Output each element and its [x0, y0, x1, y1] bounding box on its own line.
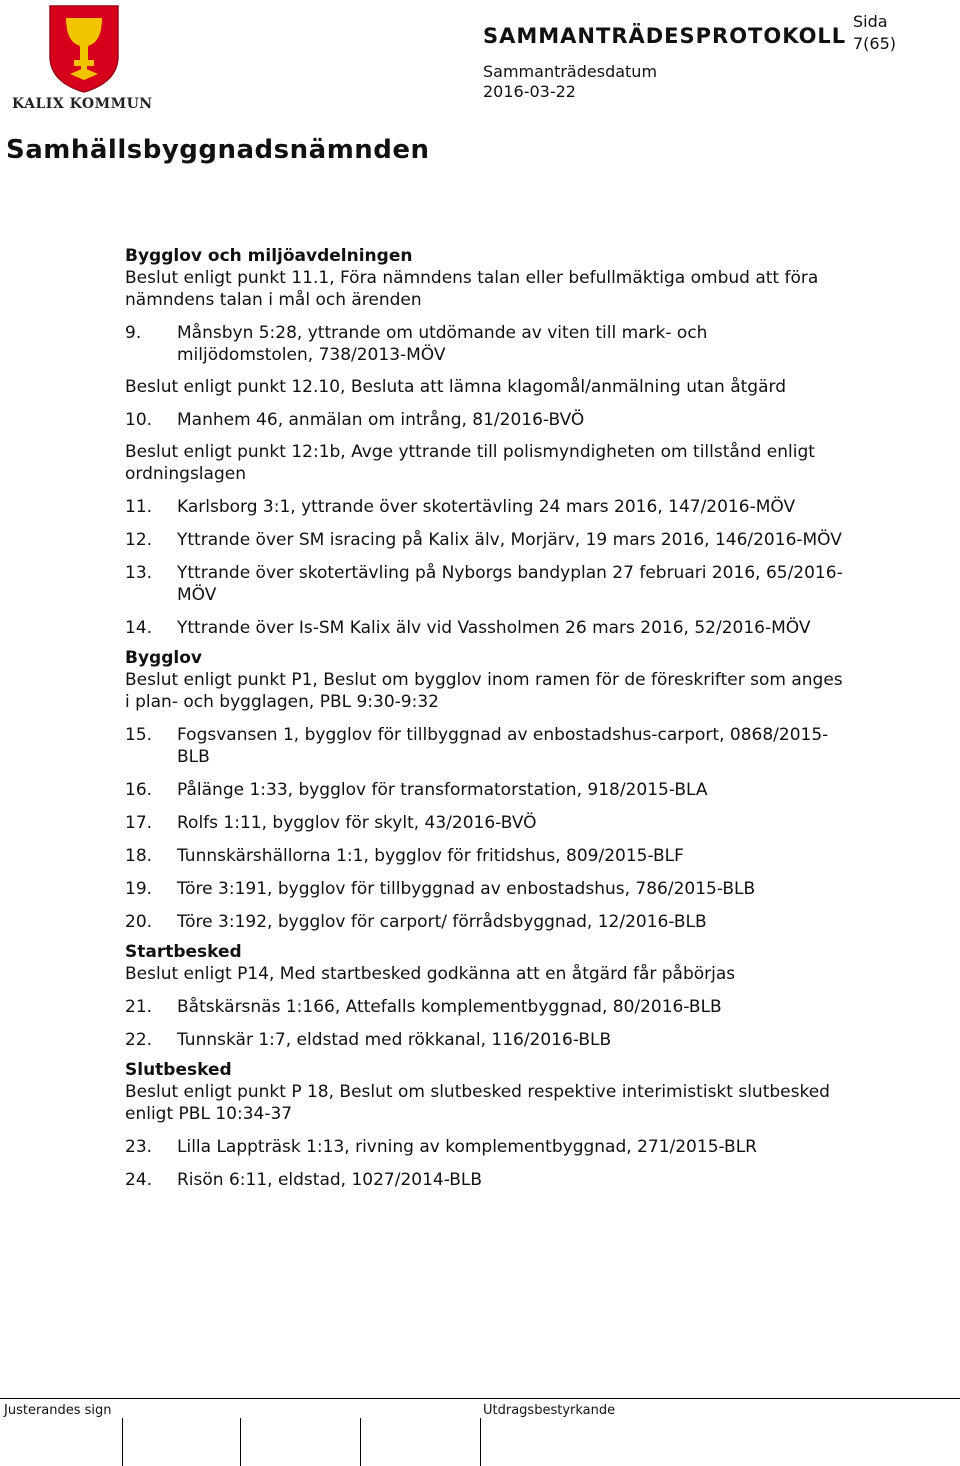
item-number: 12.: [125, 530, 153, 550]
document-body: [125, 245, 845, 1191]
list-item: [125, 911, 845, 933]
item-text: Manhem 46, anmälan om intrång, 81/2016-BVÖ: [177, 410, 585, 430]
signature-label: Justerandes sign: [4, 1403, 112, 1418]
item-text: Töre 3:191, bygglov för tillbyggnad av enbostadshus, 786/2015-BLB: [177, 879, 756, 899]
kalix-kommun-logo: [8, 4, 160, 112]
section-heading: Startbesked: [125, 942, 242, 962]
list-item: [125, 1136, 845, 1158]
section-heading: Bygglov: [125, 648, 202, 668]
list-item: [125, 529, 845, 551]
item-text: Risön 6:11, eldstad, 1027/2014-BLB: [177, 1170, 483, 1190]
item-number: 16.: [125, 780, 153, 800]
list-item: [125, 496, 845, 518]
list-item: [125, 878, 845, 900]
decision-paragraph: Beslut enligt P14, Med startbesked godkänna att en åtgärd får påbörjas: [125, 964, 736, 984]
item-text: Månsbyn 5:28, yttrande om utdömande av viten till mark- och miljödomstolen, 738/2013-MÖV: [177, 323, 708, 365]
item-number: 21.: [125, 997, 153, 1017]
item-text: Båtskärsnäs 1:166, Attefalls komplementbyggnad, 80/2016-BLB: [177, 997, 722, 1017]
list-item: [125, 617, 845, 639]
list-item: [125, 845, 845, 867]
item-text: Karlsborg 3:1, yttrande över skotertävling 24 mars 2016, 147/2016-MÖV: [177, 497, 796, 517]
item-number: 11.: [125, 497, 153, 517]
page-number: 7(65): [853, 34, 897, 53]
section-heading: Bygglov och miljöavdelningen: [125, 246, 413, 266]
list-item: [125, 562, 845, 606]
list-item: [125, 779, 845, 801]
item-number: 19.: [125, 879, 153, 899]
page-label: Sida: [853, 12, 888, 31]
item-number: 13.: [125, 563, 153, 583]
list-item: [125, 1029, 845, 1051]
list-item: [125, 812, 845, 834]
item-number: 18.: [125, 846, 153, 866]
list-item: [125, 1169, 845, 1191]
meeting-date-label: Sammanträdesdatum: [483, 62, 658, 81]
item-text: Tunnskär 1:7, eldstad med rökkanal, 116/2016-BLB: [177, 1030, 612, 1050]
signature-box-divider: [480, 1418, 481, 1466]
item-number: 24.: [125, 1170, 153, 1190]
item-number: 22.: [125, 1030, 153, 1050]
item-text: Tunnskärshällorna 1:1, bygglov för fritidshus, 809/2015-BLF: [177, 846, 684, 866]
item-text: Lilla Lappträsk 1:13, rivning av komplementbyggnad, 271/2015-BLR: [177, 1137, 757, 1157]
decision-paragraph: Beslut enligt punkt 12:1b, Avge yttrande till polismyndigheten om tillstånd enligt ordningslagen: [125, 442, 815, 484]
item-number: 9.: [125, 323, 142, 343]
item-number: 14.: [125, 618, 153, 638]
section-heading: Slutbesked: [125, 1060, 232, 1080]
item-text: Rolfs 1:11, bygglov för skylt, 43/2016-BVÖ: [177, 813, 537, 833]
logo-wordmark: KALIX KOMMUN: [12, 96, 153, 112]
decision-paragraph: Beslut enligt punkt P 18, Beslut om slutbesked respektive interimistiskt slutbesked enligt PBL 10:34-37: [125, 1082, 830, 1124]
document-title: SAMMANTRÄDESPROTOKOLL: [483, 24, 847, 48]
list-item: [125, 996, 845, 1018]
item-number: 23.: [125, 1137, 153, 1157]
decision-paragraph: Beslut enligt punkt 12.10, Besluta att lämna klagomål/anmälning utan åtgärd: [125, 377, 786, 397]
item-text: Töre 3:192, bygglov för carport/ förrådsbyggnad, 12/2016-BLB: [177, 912, 707, 932]
extract-certification-label: Utdragsbestyrkande: [483, 1403, 616, 1418]
item-number: 15.: [125, 725, 153, 745]
signature-box-divider: [122, 1418, 123, 1466]
meeting-date: 2016-03-22: [483, 82, 576, 101]
item-number: 20.: [125, 912, 153, 932]
item-text: Yttrande över SM isracing på Kalix älv, Morjärv, 19 mars 2016, 146/2016-MÖV: [177, 530, 842, 550]
item-text: Yttrande över skotertävling på Nyborgs bandyplan 27 februari 2016, 65/2016-MÖV: [177, 563, 843, 605]
signature-box-divider: [240, 1418, 241, 1466]
item-text: Fogsvansen 1, bygglov för tillbyggnad av enbostadshus-carport, 0868/2015-BLB: [177, 725, 829, 767]
decision-paragraph: Beslut enligt punkt 11.1, Föra nämndens talan eller befullmäktiga ombud att föra nämndens talan i mål och ärenden: [125, 268, 819, 310]
signature-box-divider: [360, 1418, 361, 1466]
item-text: Pålänge 1:33, bygglov för transformatorstation, 918/2015-BLA: [177, 780, 708, 800]
committee-name: Samhällsbyggnadsnämnden: [6, 135, 430, 165]
list-item: [125, 724, 845, 768]
footer-divider: [0, 1398, 960, 1399]
decision-paragraph: Beslut enligt punkt P1, Beslut om bygglov inom ramen för de föreskrifter som anges i plan- och bygglagen, PBL 9:30-9:32: [125, 670, 843, 712]
coat-of-arms-icon: [48, 4, 120, 94]
list-item: [125, 322, 845, 366]
list-item: [125, 409, 845, 431]
item-text: Yttrande över Is-SM Kalix älv vid Vassholmen 26 mars 2016, 52/2016-MÖV: [177, 618, 811, 638]
item-number: 10.: [125, 410, 153, 430]
item-number: 17.: [125, 813, 153, 833]
